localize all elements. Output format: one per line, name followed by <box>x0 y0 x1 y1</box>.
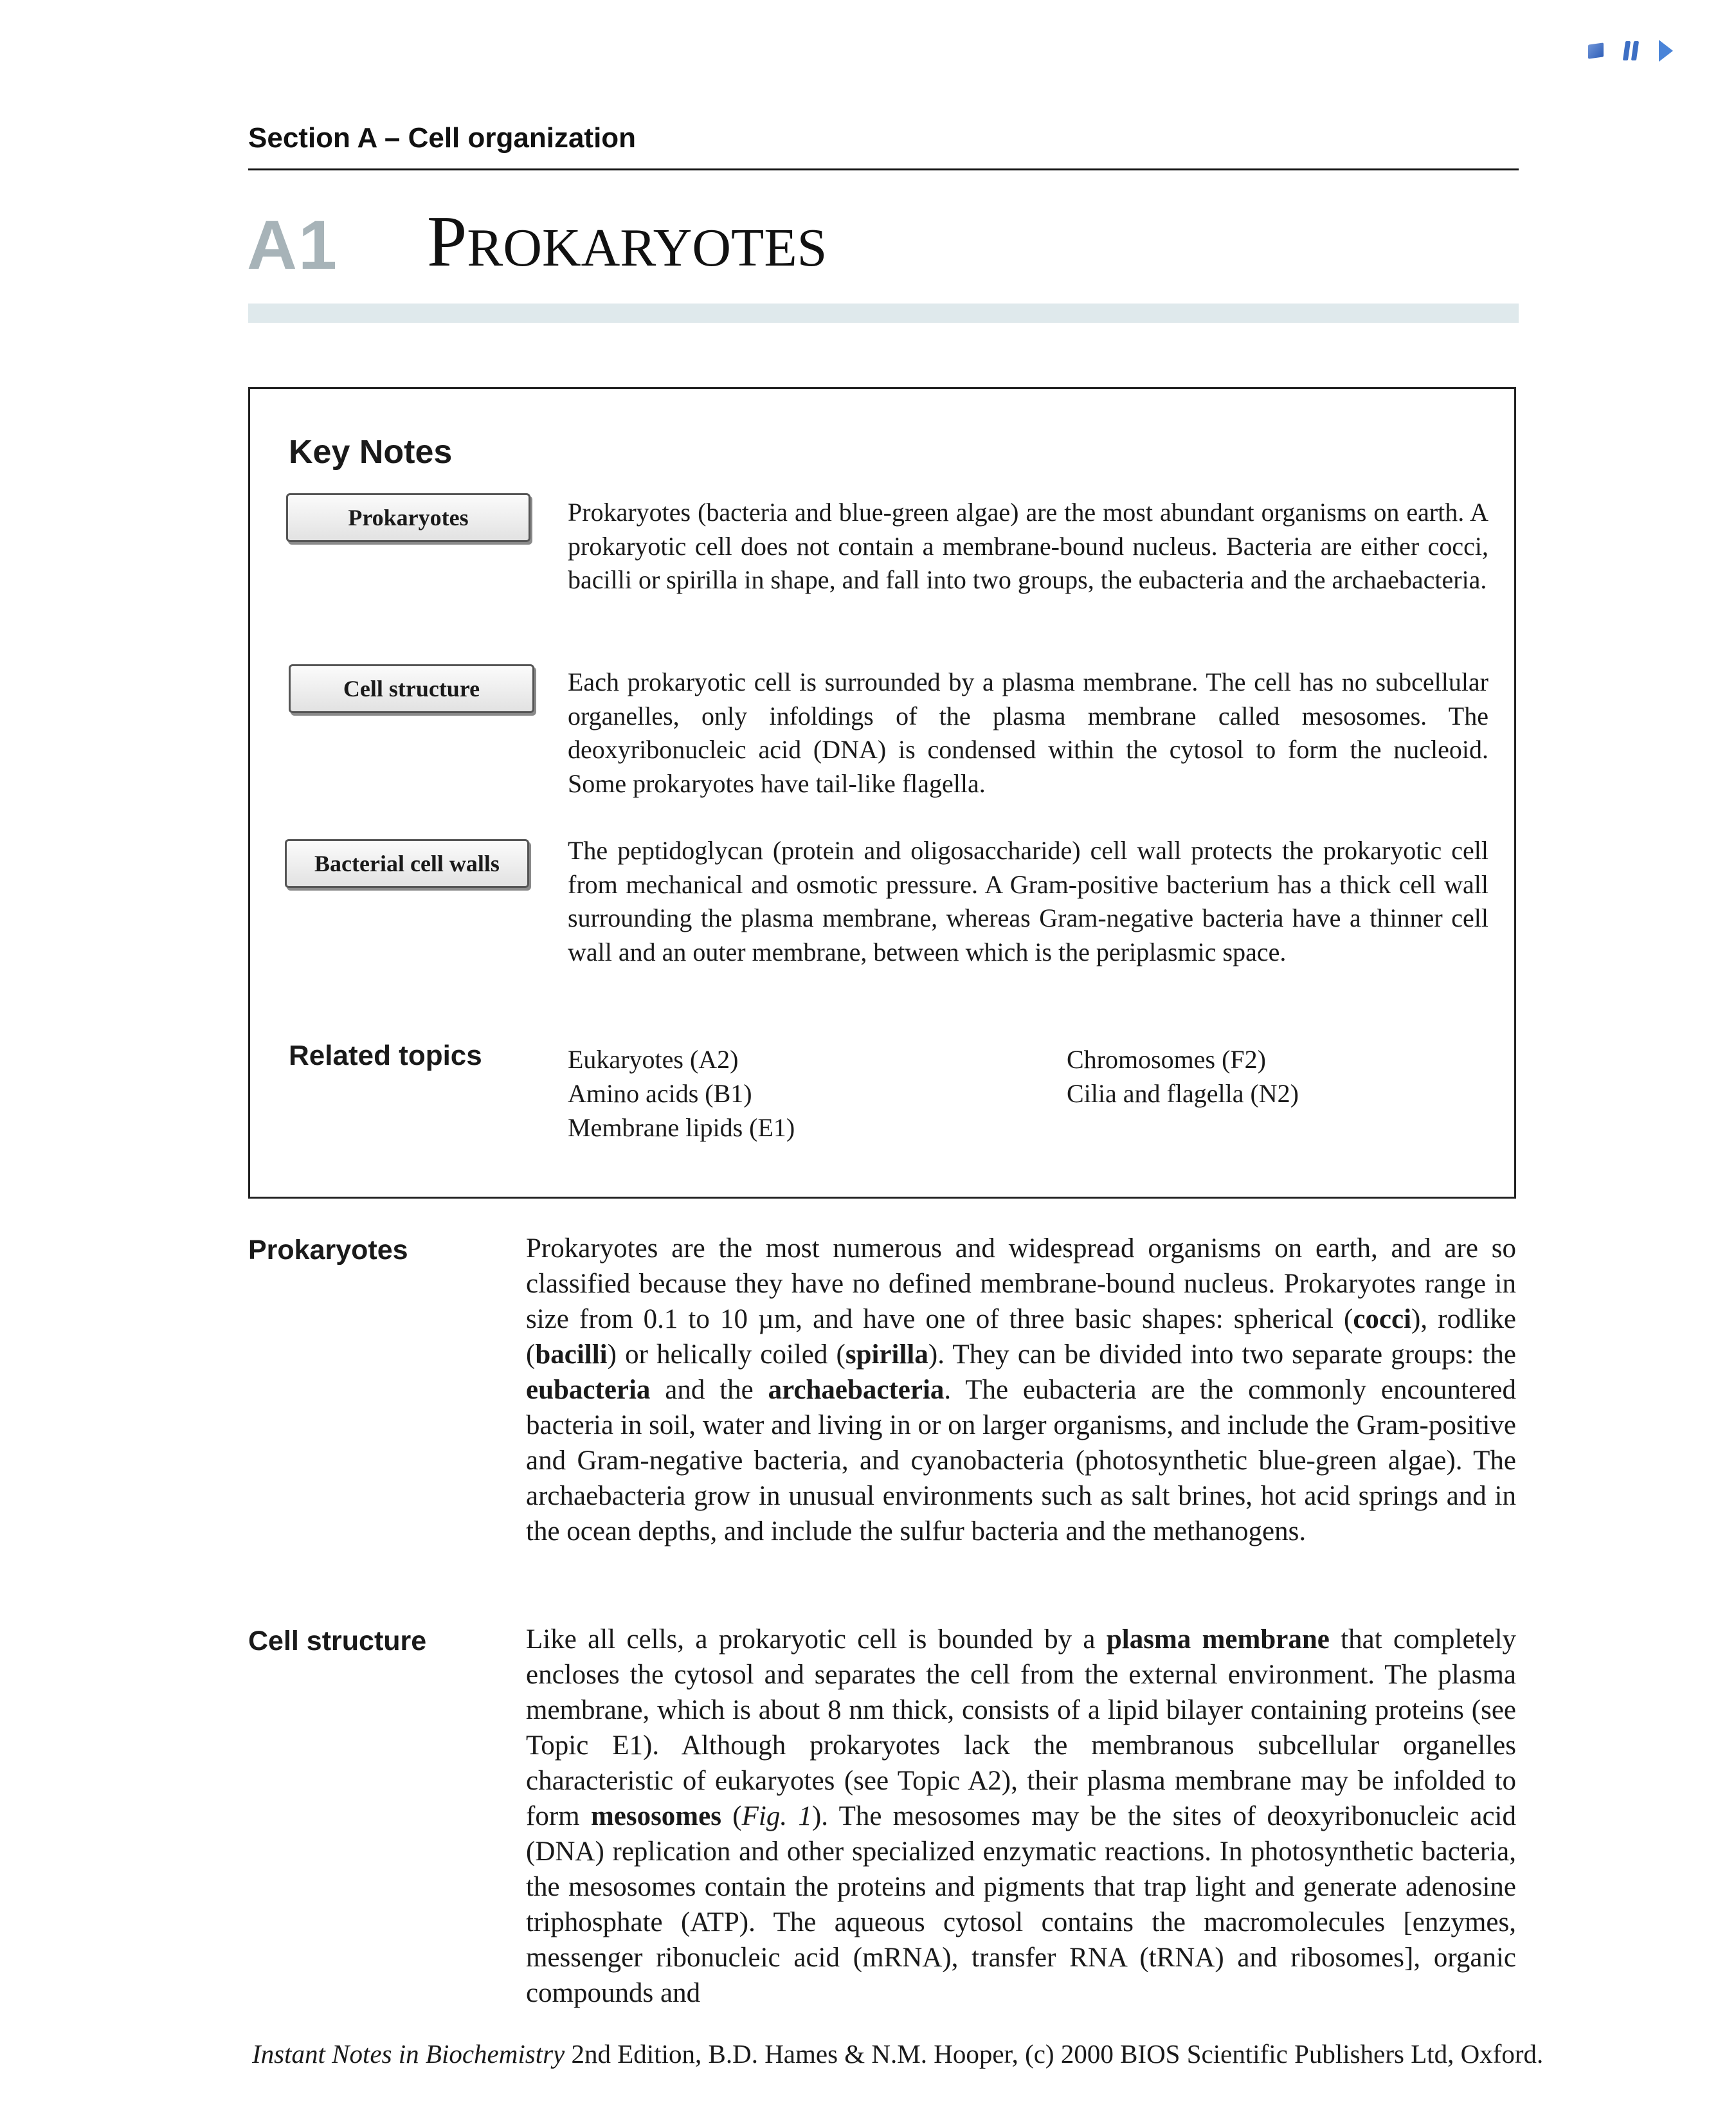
footer-citation <box>252 2038 1543 2069</box>
topic-code: A1 <box>247 206 339 284</box>
prokaryotes-paragraph: Prokaryotes are the most numerous and widespread organisms on earth, and are so classified because they have no defined membrane-bound nucleus. Prokaryotes range in size from 0.1 to 10 µm, and have one of three basic shapes: spherical (cocci), rodlike (bacilli) or helically coiled (spirilla). They can be divided into two separate groups: the eubacteria and the archaebacteria. The eubacteria are the commonly encountered bacteria in soil, water and living in or on larger organisms, and include the Gram-positive and Gram-negative bacteria, and cyanobacteria (photosynthetic blue-green algae). The archaebacteria grow in unusual environments such as salt brines, hot acid springs and in the ocean depths, and include the sulfur bacteria and the methanogens. <box>526 1233 1516 1546</box>
stop-icon[interactable] <box>1588 42 1604 59</box>
related-topics-column-2 <box>1067 1042 1299 1111</box>
section-heading: Section A – Cell organization <box>248 122 637 154</box>
topic-title-initial: P <box>427 202 467 282</box>
key-note-text-bacterial-cell-walls: The peptidoglycan (protein and oligosaccharide) cell wall protects the prokaryotic cell from mechanical and osmotic pressure. A Gram-positive bacterium has a thick cell wall surrounding the plasma membrane, whereas Gram-negative bacteria have a thinner cell wall and an outer membrane, between which is the periplasmic space. <box>568 836 1488 966</box>
footer-publisher: 2nd Edition, B.D. Hames & N.M. Hooper, (c) 2000 BIOS Scientific Publishers Ltd, Oxford. <box>565 2039 1544 2069</box>
topic-title <box>427 202 827 282</box>
key-notes-heading: Key Notes <box>289 433 453 471</box>
related-topic-link[interactable]: Membrane lipids (E1) <box>568 1113 795 1142</box>
title-band <box>248 304 1519 323</box>
play-icon[interactable] <box>1659 40 1673 62</box>
footer-book-title: Instant Notes in Biochemistry <box>252 2039 565 2069</box>
related-topic-link[interactable]: Eukaryotes (A2) <box>568 1045 739 1074</box>
cell-structure-heading: Cell structure <box>248 1626 427 1656</box>
key-note-text-prokaryotes: Prokaryotes (bacteria and blue-green algae) are the most abundant organisms on earth. A prokaryotic cell does not contain a membrane-bound nucleus. Bacteria are either cocci, bacilli or spirilla in shape, and fall into two groups, the eubacteria and the archaebacteria. <box>568 498 1488 594</box>
key-note-button-cell-structure[interactable]: Cell structure <box>289 664 534 713</box>
key-note-text-cell-structure: Each prokaryotic cell is surrounded by a plasma membrane. The cell has no subcellular organelles, only infoldings of the plasma membrane called mesosomes. The deoxyribonucleic acid (DNA) is condensed within the cytosol to form the nucleoid. Some prokaryotes have tail-like flagella. <box>568 667 1488 798</box>
key-notes-box <box>248 387 1516 1199</box>
related-topic-link[interactable]: Cilia and flagella (N2) <box>1067 1079 1299 1108</box>
related-topics-column-1 <box>568 1042 795 1145</box>
related-topic-link[interactable]: Amino acids (B1) <box>568 1079 752 1108</box>
prokaryotes-heading: Prokaryotes <box>248 1235 408 1265</box>
pause-icon[interactable] <box>1623 41 1640 60</box>
topic-title-rest: ROKARYOTES <box>467 218 827 278</box>
related-topics-label: Related topics <box>289 1040 482 1071</box>
key-note-button-prokaryotes[interactable]: Prokaryotes <box>286 493 530 542</box>
related-topic-link[interactable]: Chromosomes (F2) <box>1067 1045 1266 1074</box>
section-rule <box>248 168 1519 170</box>
key-note-button-bacterial-cell-walls[interactable]: Bacterial cell walls <box>285 839 529 888</box>
cell-structure-paragraph: Like all cells, a prokaryotic cell is bounded by a plasma membrane that completely encloses the cytosol and separates the cell from the external environment. The plasma membrane, which is about 8 nm thick, consists of a lipid bilayer containing proteins (see Topic E1). Although prokaryotes lack the membranous subcellular organelles characteristic of eukaryotes (see Topic A2), their plasma membrane may be infolded to form mesosomes (Fig. 1). The mesosomes may be the sites of deoxyribonucleic acid (DNA) replication and other specialized enzymatic reactions. In photosynthetic bacteria, the mesosomes contain the proteins and pigments that trap light and generate adenosine triphosphate (ATP). The aqueous cytosol contains the macromolecules [enzymes, messenger ribonucleic acid (mRNA), transfer RNA (tRNA) and ribosomes], organic compounds and <box>526 1624 1517 2008</box>
navigation-controls <box>1588 40 1673 62</box>
